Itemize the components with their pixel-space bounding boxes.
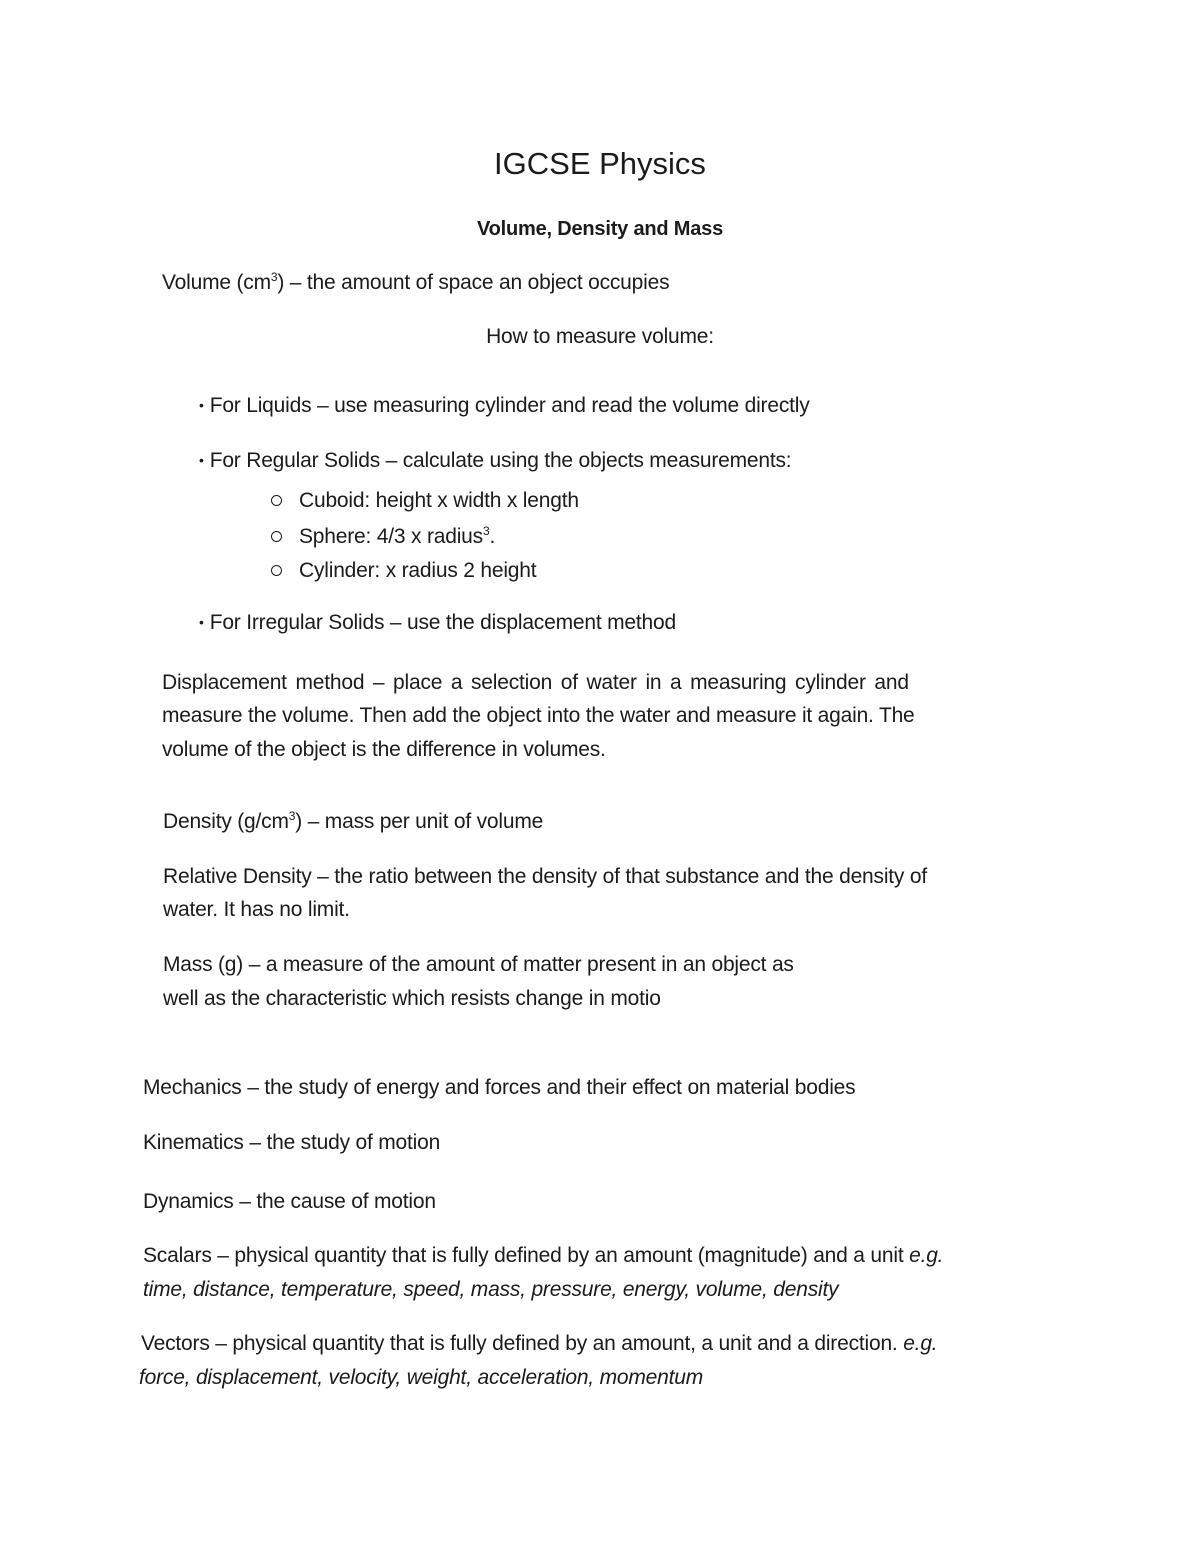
bullet-glyph: • bbox=[199, 397, 204, 413]
scalars-definition bbox=[143, 1243, 943, 1269]
measure-volume-heading: How to measure volume: bbox=[486, 325, 714, 348]
bullet-liquids-text: For Liquids – use measuring cylinder and read the volume directly bbox=[209, 394, 810, 417]
displacement-line-2: measure the volume. Then add the object into the water and measure it again. The bbox=[162, 704, 915, 727]
volume-term: Volume (cm bbox=[162, 271, 271, 294]
mass-line-1: Mass (g) – a measure of the amount of matter present in an object as bbox=[163, 953, 794, 976]
relative-density-line-2: water. It has no limit. bbox=[163, 898, 350, 921]
scalars-text: Scalars – physical quantity that is fully defined by an amount (magnitude) and a unit bbox=[143, 1244, 910, 1267]
circle-bullet-icon bbox=[271, 565, 282, 576]
sub-item-cylinder bbox=[271, 558, 536, 584]
sub-item-cuboid bbox=[271, 488, 579, 514]
displacement-line-3: volume of the object is the difference in volumes. bbox=[162, 738, 606, 761]
bullet-regular-solids bbox=[199, 447, 791, 474]
sphere-text: Sphere: 4/3 x radius bbox=[299, 525, 483, 548]
bullet-glyph: • bbox=[199, 614, 204, 630]
bullet-regular-solids-text: For Regular Solids – calculate using the objects measurements: bbox=[209, 449, 792, 472]
relative-density-line-1: Relative Density – the ratio between the density of that substance and the density of bbox=[163, 865, 927, 888]
density-description: ) – mass per unit of volume bbox=[295, 810, 544, 833]
volume-definition bbox=[162, 270, 669, 296]
page-title: IGCSE Physics bbox=[494, 146, 706, 181]
bullet-glyph: • bbox=[199, 452, 204, 468]
dynamics-definition: Dynamics – the cause of motion bbox=[143, 1190, 436, 1213]
cylinder-text: Cylinder: x radius 2 height bbox=[299, 559, 537, 582]
density-term: Density (g/cm bbox=[163, 810, 289, 833]
vectors-text: Vectors – physical quantity that is fully defined by an amount, a unit and a direction. bbox=[141, 1332, 904, 1355]
vectors-examples: force, displacement, velocity, weight, acceleration, momentum bbox=[139, 1366, 703, 1389]
vectors-definition bbox=[141, 1331, 937, 1357]
section-heading: Volume, Density and Mass bbox=[476, 218, 723, 240]
bullet-irregular-solids bbox=[199, 609, 676, 636]
sphere-superscript: 3 bbox=[482, 524, 490, 538]
kinematics-definition: Kinematics – the study of motion bbox=[143, 1131, 441, 1154]
density-superscript: 3 bbox=[288, 809, 296, 823]
displacement-line-1: Displacement method – place a selection of water in a measuring cylinder and bbox=[162, 671, 909, 694]
cuboid-text: Cuboid: height x width x length bbox=[299, 489, 579, 512]
circle-bullet-icon bbox=[271, 495, 282, 506]
bullet-liquids bbox=[199, 392, 810, 419]
mass-line-2: well as the characteristic which resists change in motio bbox=[163, 987, 661, 1010]
volume-description: ) – the amount of space an object occupies bbox=[277, 271, 670, 294]
mechanics-definition: Mechanics – the study of energy and forces and their effect on material bodies bbox=[143, 1076, 856, 1099]
sphere-period: . bbox=[489, 525, 496, 548]
vectors-eg: e.g. bbox=[903, 1332, 938, 1355]
sub-item-sphere bbox=[271, 524, 495, 550]
scalars-examples: time, distance, temperature, speed, mass, pressure, energy, volume, density bbox=[143, 1278, 839, 1301]
bullet-irregular-solids-text: For Irregular Solids – use the displacement method bbox=[209, 611, 676, 634]
density-definition bbox=[163, 809, 543, 835]
scalars-eg: e.g. bbox=[909, 1244, 944, 1267]
volume-superscript: 3 bbox=[270, 270, 278, 284]
circle-bullet-icon bbox=[271, 531, 282, 542]
